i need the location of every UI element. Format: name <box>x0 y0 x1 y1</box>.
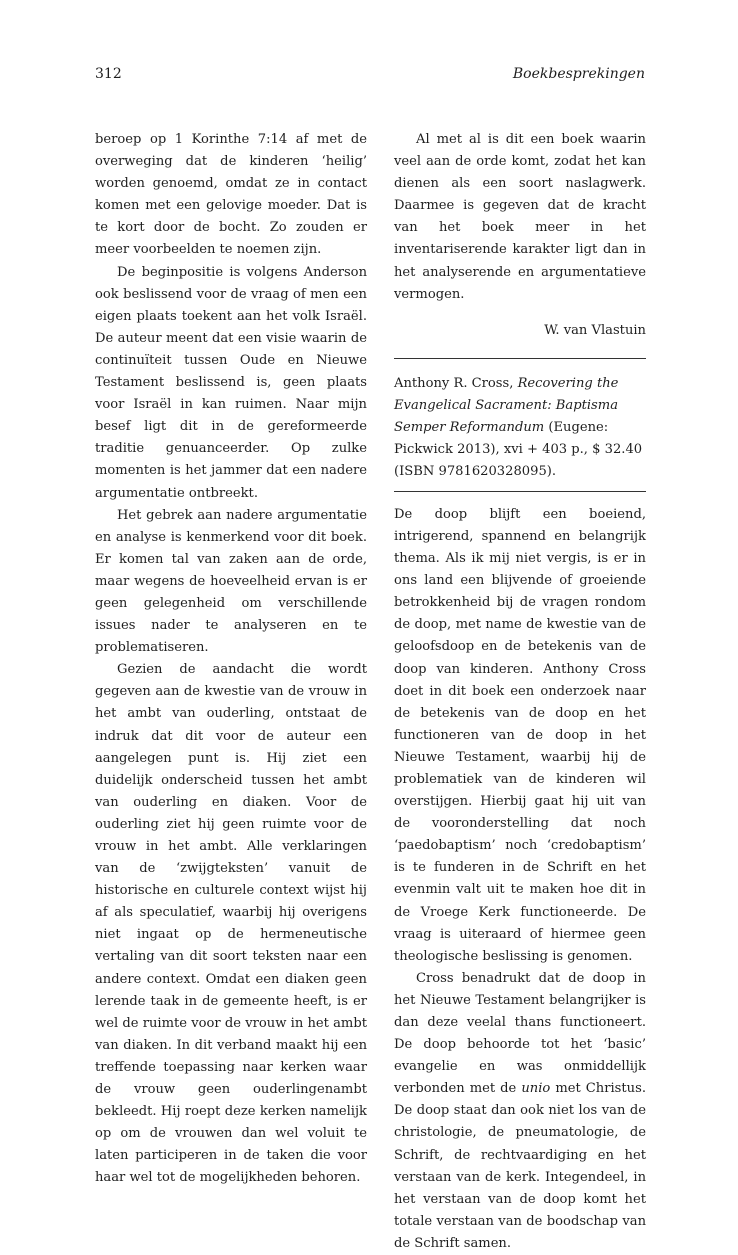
right-column <box>394 129 646 1255</box>
paragraph: Het gebrek aan nadere argumentatie en analyse is kenmerkend voor dit boek. Er komen tal van zaken aan de orde, maar wegens de hoeveelheid ervan is er geen gelegenheid om verschillende issues nader te analyseren en te problematiseren. <box>95 507 367 656</box>
book-author: Anthony R. Cross, <box>394 375 514 391</box>
book-publication: (Eugene: Pickwick 2013), xvi + 403 p., $ 32.40 (ISBN 9781620328095). <box>394 419 643 479</box>
paragraph: De doop blijft een boeiend, intrigerend, spannend en belangrijk thema. Als ik mij niet vergis, is er in ons land een blijvende of groeiende betrokkenheid bij de vragen rondom de doop, met name de kwestie van de geloofsdoop en de betekenis van de doop van kinderen. Anthony Cross doet in dit boek een onderzoek naar de betekenis van de doop en het functioneren van de doop in het Nieuwe Testament, waarbij hij de problematiek van de kinderen wil overstijgen. Hierbij gaat hij uit van de vooronderstelling dat noch ‘paedobaptism’ noch ‘credobaptism’ is te funderen in de Schrift en het evenmin valt uit te maken hoe dit in de Vroege Kerk functioneerde. De vraag is uiteraard of hiermee geen theologische beslissing is genomen. <box>394 506 646 964</box>
text-run: Cross benadrukt dat de doop in het Nieuwe Testament belangrijker is dan deze veelal thans functioneert. De doop behoorde tot het ‘basic’ evangelie en was onmiddellijk verbonden met de <box>394 970 646 1097</box>
reviewer-signature: W. van Vlastuin <box>544 322 646 338</box>
book-info <box>394 373 646 483</box>
page-number: 312 <box>95 66 122 82</box>
paragraph: beroep op 1 Korinthe 7:14 af met de overweging dat de kinderen ‘heilig’ worden genoemd, omdat ze in contact komen met een gelovige moeder. Dat is te kort door de bocht. Zo zouden er meer voorbeelden te noemen zijn. <box>95 132 367 258</box>
closing-paragraph: Al met al is dit een boek waarin veel aan de orde komt, zodat het kan dienen als een soort naslagwerk. Daarmee is gegeven dat de kracht van het boek meer in het inventariserende karakter ligt dan in het analyserende en argumentatieve vermogen. <box>394 132 646 302</box>
text-run: met Christus. De doop staat dan ook niet los van de christologie, de pneumatologie, de Schrift, de rechtvaardiging en het verstaan van de kerk. Integendeel, in het verstaan van de doop komt het totale verstaan van de boodschap van de Schrift samen. <box>394 1081 646 1251</box>
book-title: Recovering the Evangelical Sacrament: Baptisma Semper Reformandum <box>394 375 619 435</box>
paragraph: Gezien de aandacht die wordt gegeven aan de kwestie van de vrouw in het ambt van ouderling, ontstaat de indruk dat dit voor de auteur een aangelegen punt is. Hij ziet een duidelijk onderscheid tussen het ambt van ouderling en diaken. Voor de ouderling ziet hij geen ruimte voor de vrouw in het ambt. Alle verklaringen van de ‘zwijgteksten’ vanuit de historische en culturele context wijst hij af als speculatief, waarbij hij overigens niet ingaat op de hermeneutische vertaling van dit soort teksten naar een andere context. Omdat een diaken geen lerende taak in de gemeente heeft, is er wel de ruimte voor de vrouw in het ambt van diaken. In dit verband maakt hij een treffende toepassing naar kerken waar de vrouw geen ouderlingenambt bekleedt. Hij roept deze kerken namelijk op om de vrouwen dan wel voluit te laten participeren in de taken die voor haar wel tot de mogelijkheden behoren. <box>95 662 367 1186</box>
running-head: Boekbesprekingen <box>512 66 645 82</box>
left-column <box>95 129 367 1190</box>
italic-term: unio <box>521 1081 551 1097</box>
divider <box>394 358 646 359</box>
paragraph: De beginpositie is volgens Anderson ook beslissend voor de vraag of men een eigen plaats toekent aan het volk Israël. De auteur meent dat een visie waarin de continuïteit tussen Oude en Nieuwe Testament beslissend is, geen plaats voor Israël in kan ruimen. Naar mijn besef ligt dit in de gereformeerde traditie genuanceerder. Op zulke momenten is het jammer dat een nadere argumentatie ontbreekt. <box>95 264 367 501</box>
divider <box>394 491 646 492</box>
paragraph <box>394 968 646 1255</box>
